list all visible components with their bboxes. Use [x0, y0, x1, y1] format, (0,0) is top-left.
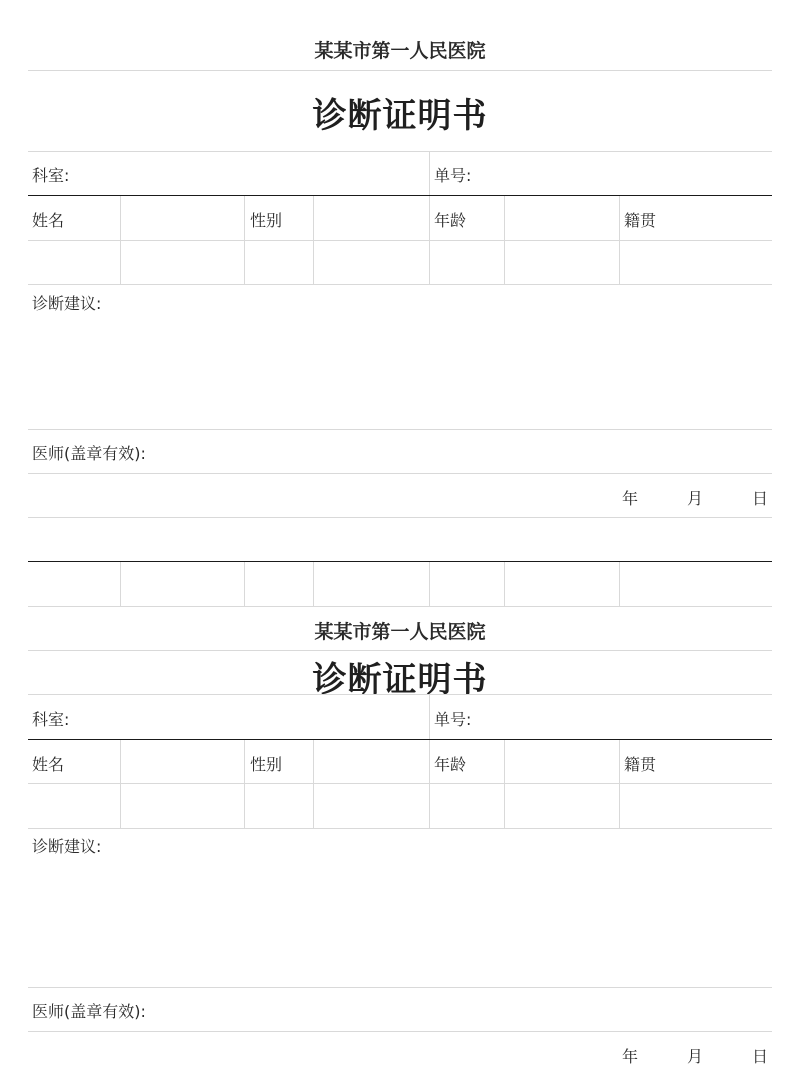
- divider: [28, 561, 772, 562]
- age-label: 年龄: [434, 755, 467, 774]
- divider: [28, 517, 772, 518]
- divider: [28, 429, 772, 430]
- diagnosis-label: 诊断建议:: [32, 837, 102, 856]
- divider: [313, 196, 314, 284]
- origin-label: 籍贯: [624, 755, 657, 774]
- divider: [504, 196, 505, 284]
- divider: [504, 740, 505, 828]
- doctor-label: 医师(盖章有效):: [32, 444, 146, 463]
- gender-label: 性别: [250, 211, 283, 230]
- divider: [619, 562, 620, 606]
- divider: [244, 562, 245, 606]
- divider: [429, 196, 430, 284]
- order-number-label: 单号:: [434, 710, 472, 729]
- date-month: 月: [687, 1047, 704, 1066]
- divider: [244, 740, 245, 828]
- divider: [28, 694, 772, 695]
- divider: [429, 740, 430, 828]
- divider: [28, 606, 772, 607]
- divider: [619, 196, 620, 284]
- name-label: 姓名: [32, 211, 65, 230]
- divider: [120, 196, 121, 284]
- divider: [28, 284, 772, 285]
- divider: [429, 151, 430, 196]
- divider: [28, 650, 772, 651]
- divider: [313, 740, 314, 828]
- divider: [28, 473, 772, 474]
- hospital-name: 某某市第一人民医院: [314, 40, 486, 62]
- divider: [120, 740, 121, 828]
- diagnosis-label: 诊断建议:: [32, 294, 102, 313]
- divider: [28, 783, 772, 784]
- gender-label: 性别: [250, 755, 283, 774]
- doctor-label: 医师(盖章有效):: [32, 1002, 146, 1021]
- divider: [429, 562, 430, 606]
- divider: [28, 1031, 772, 1032]
- divider: [28, 151, 772, 152]
- divider: [313, 562, 314, 606]
- divider: [28, 739, 772, 740]
- divider: [429, 694, 430, 739]
- divider: [28, 195, 772, 196]
- divider: [28, 240, 772, 241]
- order-number-label: 单号:: [434, 166, 472, 185]
- divider: [28, 987, 772, 988]
- date-day: 日: [752, 489, 769, 508]
- department-label: 科室:: [32, 710, 70, 729]
- department-label: 科室:: [32, 166, 70, 185]
- date-year: 年: [622, 1047, 639, 1066]
- date-day: 日: [752, 1047, 769, 1066]
- divider: [244, 196, 245, 284]
- divider: [120, 562, 121, 606]
- divider: [28, 828, 772, 829]
- origin-label: 籍贯: [624, 211, 657, 230]
- divider: [504, 562, 505, 606]
- age-label: 年龄: [434, 211, 467, 230]
- name-label: 姓名: [32, 755, 65, 774]
- document-title: 诊断证明书: [312, 660, 488, 700]
- divider: [619, 740, 620, 828]
- hospital-name: 某某市第一人民医院: [314, 621, 486, 643]
- document-title: 诊断证明书: [312, 96, 488, 136]
- divider: [28, 70, 772, 71]
- date-year: 年: [622, 489, 639, 508]
- date-month: 月: [687, 489, 704, 508]
